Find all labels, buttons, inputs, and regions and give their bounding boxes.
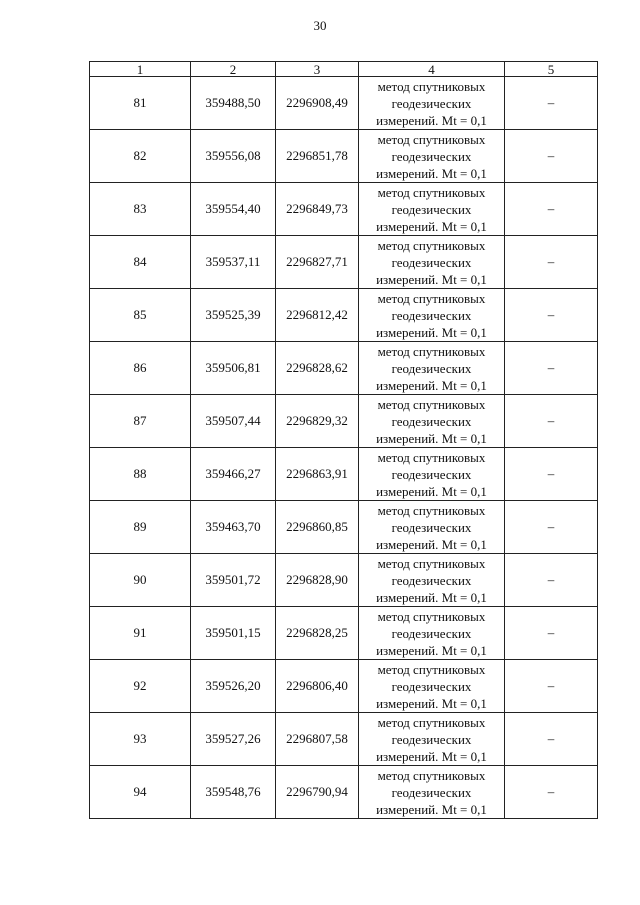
y-coordinate-cell: 2296828,25 bbox=[276, 607, 359, 660]
note-cell: – bbox=[505, 395, 598, 448]
x-coordinate-cell: 359556,08 bbox=[191, 130, 276, 183]
y-coordinate-cell: 2296812,42 bbox=[276, 289, 359, 342]
method-line: измерений. Mt = 0,1 bbox=[376, 483, 487, 499]
method-line: метод спутниковых bbox=[377, 131, 486, 147]
x-coordinate-cell: 359527,26 bbox=[191, 713, 276, 766]
x-coordinate-cell: 359501,15 bbox=[191, 607, 276, 660]
method-line: измерений. Mt = 0,1 bbox=[376, 695, 487, 711]
table-row bbox=[90, 236, 598, 289]
column-header: 1 bbox=[90, 62, 191, 77]
note-cell: – bbox=[505, 554, 598, 607]
method-line: геодезических bbox=[391, 784, 472, 800]
method-line: метод спутниковых bbox=[377, 396, 486, 412]
note-cell: – bbox=[505, 766, 598, 819]
note-cell: – bbox=[505, 183, 598, 236]
x-coordinate-cell: 359488,50 bbox=[191, 77, 276, 130]
table-body bbox=[90, 77, 598, 819]
method-line: измерений. Mt = 0,1 bbox=[376, 589, 487, 605]
method-line: измерений. Mt = 0,1 bbox=[376, 377, 487, 393]
table-row bbox=[90, 713, 598, 766]
method-line: измерений. Mt = 0,1 bbox=[376, 642, 487, 658]
point-number-cell: 90 bbox=[90, 554, 191, 607]
page-number: 30 bbox=[313, 18, 327, 33]
table-header-row bbox=[90, 62, 598, 77]
x-coordinate-cell: 359463,70 bbox=[191, 501, 276, 554]
point-number-cell: 94 bbox=[90, 766, 191, 819]
method-line: метод спутниковых bbox=[377, 449, 486, 465]
y-coordinate-cell: 2296860,85 bbox=[276, 501, 359, 554]
method-line: метод спутниковых bbox=[377, 502, 486, 518]
method-cell bbox=[359, 236, 505, 289]
table-row bbox=[90, 395, 598, 448]
y-coordinate-cell: 2296828,90 bbox=[276, 554, 359, 607]
y-coordinate-cell: 2296908,49 bbox=[276, 77, 359, 130]
method-line: измерений. Mt = 0,1 bbox=[376, 112, 487, 128]
point-number-cell: 89 bbox=[90, 501, 191, 554]
x-coordinate-cell: 359506,81 bbox=[191, 342, 276, 395]
x-coordinate-cell: 359507,44 bbox=[191, 395, 276, 448]
method-line: измерений. Mt = 0,1 bbox=[376, 218, 487, 234]
x-coordinate-cell: 359466,27 bbox=[191, 448, 276, 501]
note-cell: – bbox=[505, 660, 598, 713]
method-line: измерений. Mt = 0,1 bbox=[376, 748, 487, 764]
point-number-cell: 86 bbox=[90, 342, 191, 395]
method-cell bbox=[359, 342, 505, 395]
column-header: 5 bbox=[505, 62, 598, 77]
method-line: геодезических bbox=[391, 625, 472, 641]
method-line: геодезических bbox=[391, 678, 472, 694]
method-line: геодезических bbox=[391, 413, 472, 429]
table-row bbox=[90, 766, 598, 819]
point-number-cell: 84 bbox=[90, 236, 191, 289]
point-number-cell: 85 bbox=[90, 289, 191, 342]
x-coordinate-cell: 359526,20 bbox=[191, 660, 276, 713]
column-header: 4 bbox=[359, 62, 505, 77]
point-number-cell: 92 bbox=[90, 660, 191, 713]
method-line: метод спутниковых bbox=[377, 608, 486, 624]
method-cell bbox=[359, 713, 505, 766]
table-row bbox=[90, 448, 598, 501]
method-line: метод спутниковых bbox=[377, 661, 486, 677]
y-coordinate-cell: 2296851,78 bbox=[276, 130, 359, 183]
y-coordinate-cell: 2296790,94 bbox=[276, 766, 359, 819]
method-line: измерений. Mt = 0,1 bbox=[376, 324, 487, 340]
method-line: измерений. Mt = 0,1 bbox=[376, 165, 487, 181]
method-line: геодезических bbox=[391, 201, 472, 217]
method-line: геодезических bbox=[391, 731, 472, 747]
method-line: геодезических bbox=[391, 254, 472, 270]
method-cell bbox=[359, 660, 505, 713]
method-cell bbox=[359, 554, 505, 607]
table-row bbox=[90, 607, 598, 660]
method-line: метод спутниковых bbox=[377, 343, 486, 359]
point-number-cell: 82 bbox=[90, 130, 191, 183]
note-cell: – bbox=[505, 130, 598, 183]
y-coordinate-cell: 2296863,91 bbox=[276, 448, 359, 501]
method-line: метод спутниковых bbox=[377, 714, 486, 730]
method-line: геодезических bbox=[391, 360, 472, 376]
table-row bbox=[90, 342, 598, 395]
y-coordinate-cell: 2296807,58 bbox=[276, 713, 359, 766]
table-row bbox=[90, 501, 598, 554]
table-row bbox=[90, 183, 598, 236]
method-cell bbox=[359, 77, 505, 130]
method-cell bbox=[359, 183, 505, 236]
column-header: 2 bbox=[191, 62, 276, 77]
y-coordinate-cell: 2296827,71 bbox=[276, 236, 359, 289]
table-row bbox=[90, 289, 598, 342]
note-cell: – bbox=[505, 342, 598, 395]
method-line: метод спутниковых bbox=[377, 290, 486, 306]
x-coordinate-cell: 359537,11 bbox=[191, 236, 276, 289]
point-number-cell: 83 bbox=[90, 183, 191, 236]
y-coordinate-cell: 2296806,40 bbox=[276, 660, 359, 713]
y-coordinate-cell: 2296849,73 bbox=[276, 183, 359, 236]
method-line: геодезических bbox=[391, 307, 472, 323]
method-cell bbox=[359, 130, 505, 183]
method-cell bbox=[359, 289, 505, 342]
note-cell: – bbox=[505, 713, 598, 766]
y-coordinate-cell: 2296829,32 bbox=[276, 395, 359, 448]
method-cell bbox=[359, 766, 505, 819]
column-header: 3 bbox=[276, 62, 359, 77]
point-number-cell: 87 bbox=[90, 395, 191, 448]
table-row bbox=[90, 77, 598, 130]
method-line: метод спутниковых bbox=[377, 767, 486, 783]
method-line: измерений. Mt = 0,1 bbox=[376, 430, 487, 446]
method-line: метод спутниковых bbox=[377, 184, 486, 200]
x-coordinate-cell: 359554,40 bbox=[191, 183, 276, 236]
x-coordinate-cell: 359548,76 bbox=[191, 766, 276, 819]
note-cell: – bbox=[505, 448, 598, 501]
point-number-cell: 93 bbox=[90, 713, 191, 766]
point-number-cell: 88 bbox=[90, 448, 191, 501]
method-cell bbox=[359, 395, 505, 448]
method-line: измерений. Mt = 0,1 bbox=[376, 801, 487, 817]
point-number-cell: 81 bbox=[90, 77, 191, 130]
coordinates-table bbox=[89, 61, 598, 819]
method-line: метод спутниковых bbox=[377, 237, 486, 253]
note-cell: – bbox=[505, 289, 598, 342]
y-coordinate-cell: 2296828,62 bbox=[276, 342, 359, 395]
method-cell bbox=[359, 501, 505, 554]
x-coordinate-cell: 359525,39 bbox=[191, 289, 276, 342]
note-cell: – bbox=[505, 77, 598, 130]
method-line: геодезических bbox=[391, 95, 472, 111]
method-cell bbox=[359, 448, 505, 501]
method-line: метод спутниковых bbox=[377, 78, 486, 94]
method-line: геодезических bbox=[391, 519, 472, 535]
method-line: метод спутниковых bbox=[377, 555, 486, 571]
note-cell: – bbox=[505, 236, 598, 289]
note-cell: – bbox=[505, 501, 598, 554]
note-cell: – bbox=[505, 607, 598, 660]
method-line: геодезических bbox=[391, 466, 472, 482]
method-line: геодезических bbox=[391, 148, 472, 164]
method-line: геодезических bbox=[391, 572, 472, 588]
x-coordinate-cell: 359501,72 bbox=[191, 554, 276, 607]
method-cell bbox=[359, 607, 505, 660]
method-line: измерений. Mt = 0,1 bbox=[376, 536, 487, 552]
table-row bbox=[90, 130, 598, 183]
table-row bbox=[90, 554, 598, 607]
method-line: измерений. Mt = 0,1 bbox=[376, 271, 487, 287]
point-number-cell: 91 bbox=[90, 607, 191, 660]
table-row bbox=[90, 660, 598, 713]
